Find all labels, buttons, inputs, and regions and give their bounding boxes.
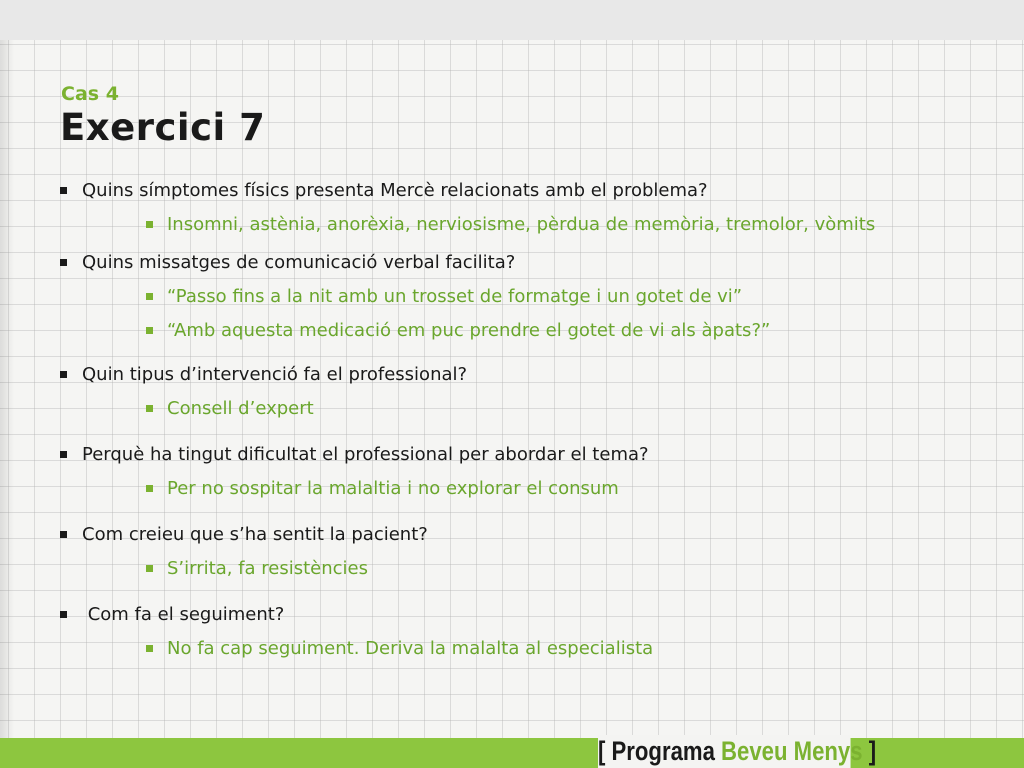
slide-content xyxy=(60,178,940,662)
answer-item xyxy=(146,318,940,344)
square-bullet-icon xyxy=(60,611,67,618)
square-bullet-icon xyxy=(60,259,67,266)
square-bullet-icon xyxy=(146,327,153,334)
question-text: Perquè ha tingut dificultat el professional per abordar el tema? xyxy=(82,444,649,465)
square-bullet-icon xyxy=(146,485,153,492)
answer-item xyxy=(146,284,940,310)
slide-subtitle: Cas 4 xyxy=(61,83,119,105)
answer-text: “Passo fins a la nit amb un trosset de formatge i un gotet de vi” xyxy=(167,286,743,307)
answer-text: S’irrita, fa resistències xyxy=(167,558,368,579)
question-item xyxy=(60,522,940,548)
logo-brand-name: Beveu Menys xyxy=(721,736,863,766)
square-bullet-icon xyxy=(60,187,67,194)
question-item xyxy=(60,362,940,388)
answer-item xyxy=(146,556,940,582)
square-bullet-icon xyxy=(60,451,67,458)
question-item xyxy=(60,602,940,628)
program-logo xyxy=(598,735,877,768)
square-bullet-icon xyxy=(146,293,153,300)
square-bullet-icon xyxy=(60,371,67,378)
answer-text: Consell d’expert xyxy=(167,398,314,419)
question-item xyxy=(60,250,940,276)
square-bullet-icon xyxy=(146,565,153,572)
answer-text: No fa cap seguiment. Deriva la malalta al especialista xyxy=(167,638,654,659)
slide-title: Exercici 7 xyxy=(60,106,266,149)
answer-item xyxy=(146,212,940,238)
square-bullet-icon xyxy=(146,221,153,228)
answer-text: Insomni, astènia, anorèxia, nerviosisme, pèrdua de memòria, tremolor, vòmits xyxy=(167,214,876,235)
answer-text: “Amb aquesta medicació em puc prendre el gotet de vi als àpats?” xyxy=(167,320,771,341)
question-item xyxy=(60,442,940,468)
left-edge-shadow xyxy=(0,40,14,740)
square-bullet-icon xyxy=(146,645,153,652)
logo-bracket-open: [ xyxy=(598,736,612,766)
top-band xyxy=(0,0,1024,40)
question-text: Quins símptomes físics presenta Mercè relacionats amb el problema? xyxy=(82,180,708,201)
answer-text: Per no sospitar la malaltia i no explorar el consum xyxy=(167,478,619,499)
question-text: Com fa el seguiment? xyxy=(82,604,285,625)
answer-item xyxy=(146,396,940,422)
question-text: Quins missatges de comunicació verbal facilita? xyxy=(82,252,516,273)
answer-item xyxy=(146,476,940,502)
logo-program-word: Programa xyxy=(611,736,722,766)
question-item xyxy=(60,178,940,204)
question-text: Quin tipus d’intervenció fa el professional? xyxy=(82,364,468,385)
question-text: Com creieu que s’ha sentit la pacient? xyxy=(82,524,428,545)
answer-item xyxy=(146,636,940,662)
square-bullet-icon xyxy=(60,531,67,538)
square-bullet-icon xyxy=(146,405,153,412)
logo-bracket-close: ] xyxy=(862,736,877,766)
